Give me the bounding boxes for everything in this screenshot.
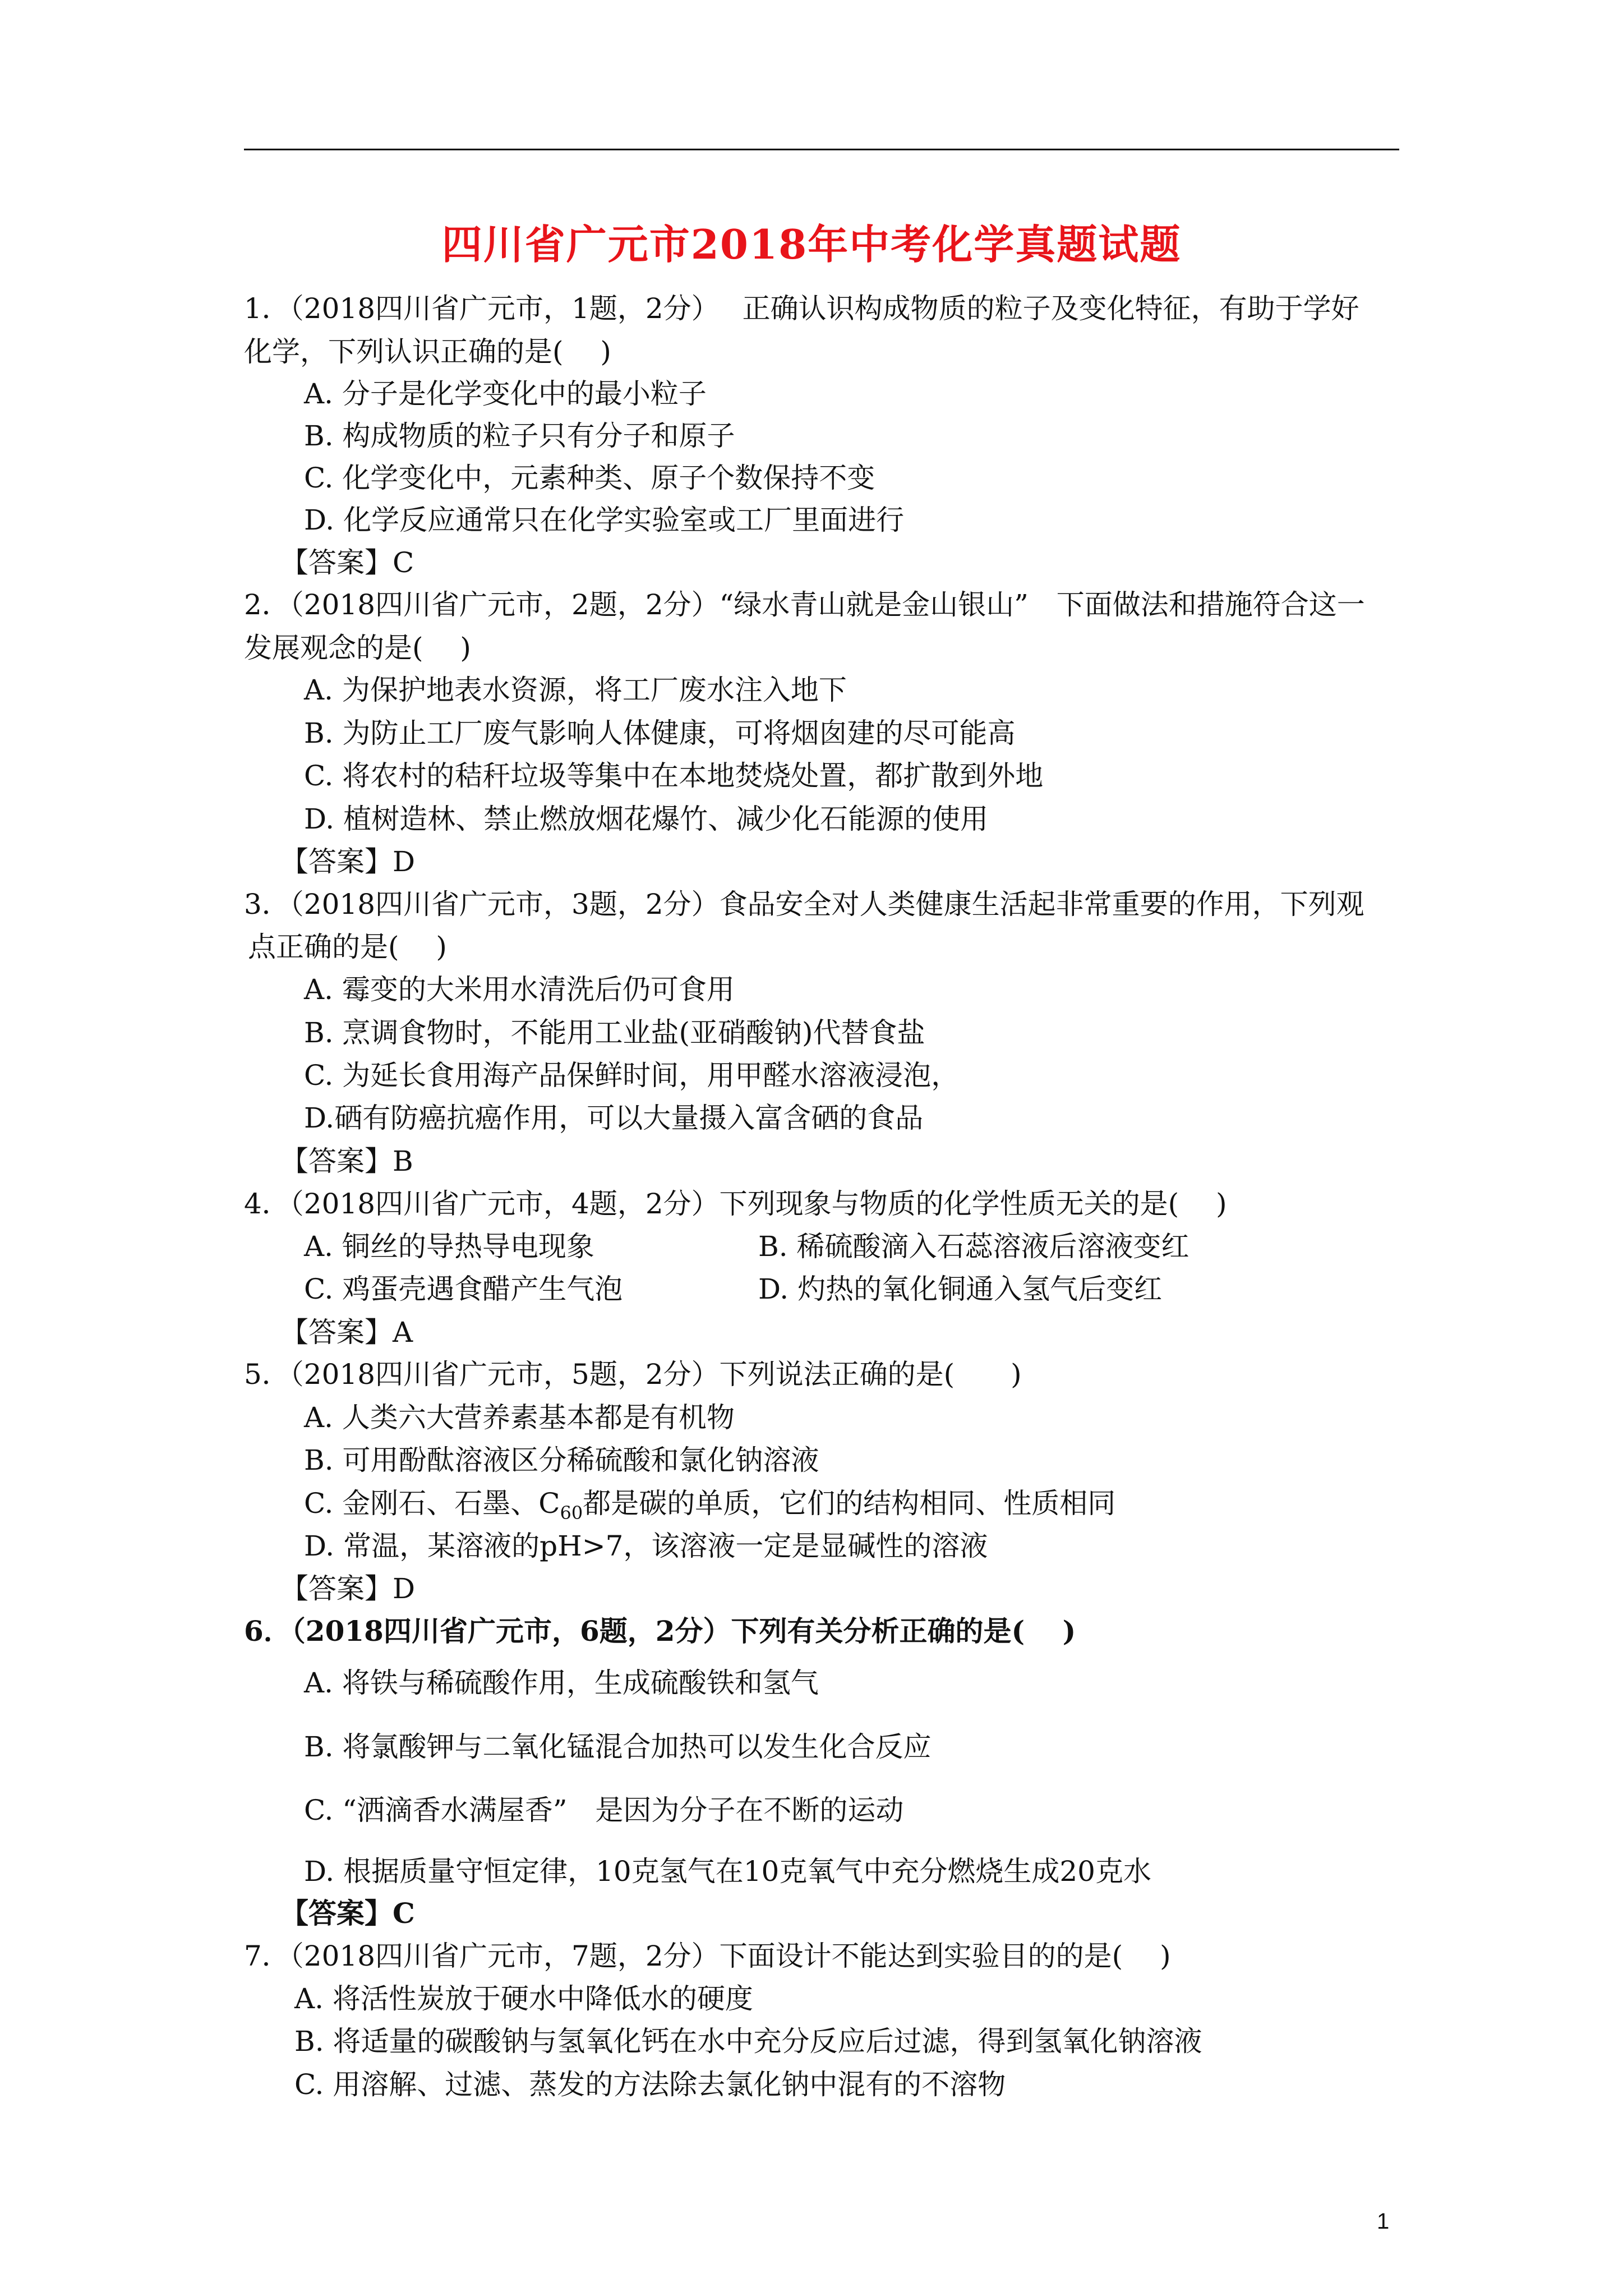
q5-option-c-text-end: 都是碳的单质，它们的结构相同、性质相同 [583, 1487, 1116, 1520]
q3-option-c: C. 为延长食用海产品保鲜时间，用甲醛水溶液浸泡， [304, 1059, 960, 1092]
q6-option-d: D. 根据质量守恒定律，10克氢气在10克氧气中充分燃烧生成20克水 [304, 1855, 1151, 1888]
q4-option-d: D. 灼热的氧化铜通入氢气后变红 [758, 1273, 1163, 1305]
q1-option-c: C. 化学变化中，元素种类、原子个数保持不变 [304, 462, 875, 494]
question-2-stem: 2．（2018四川省广元市，2题，2分）“绿水青山就是金山银山” 下面做法和措施符合这一 [244, 588, 1365, 621]
q4-option-a: A. 铜丝的导热导电现象 [304, 1230, 594, 1263]
q5-option-c-subscript: 60 [560, 1502, 583, 1524]
q7-option-c: C. 用溶解、过滤、蒸发的方法除去氯化钠中混有的不溶物 [294, 2068, 1006, 2101]
q4-answer: 【答案】A [280, 1316, 413, 1349]
q5-answer: 【答案】D [280, 1572, 416, 1605]
q1-option-b: B. 构成物质的粒子只有分子和原子 [304, 420, 735, 452]
page-number: 1 [1377, 2209, 1390, 2234]
question-1-stem: 1．（2018四川省广元市，1题，2分） 正确认识构成物质的粒子及变化特征，有助于学好 [244, 292, 1359, 325]
header-rule [244, 149, 1399, 150]
q3-answer: 【答案】B [280, 1145, 413, 1177]
q2-option-a: A. 为保护地表水资源，将工厂废水注入地下 [304, 674, 847, 706]
q1-option-d: D. 化学反应通常只在化学实验室或工厂里面进行 [304, 504, 905, 536]
q5-option-b: B. 可用酚酞溶液区分稀硫酸和氯化钠溶液 [304, 1444, 819, 1476]
question-2-stem-cont: 发展观念的是( ) [244, 632, 471, 664]
q6-option-b: B. 将氯酸钾与二氧化锰混合加热可以发生化合反应 [304, 1731, 932, 1763]
q3-option-b: B. 烹调食物时，不能用工业盐(亚硝酸钠)代替食盐 [304, 1016, 925, 1049]
question-1-stem-cont: 化学，下列认识正确的是( ) [244, 335, 611, 368]
question-3-stem-cont: 点正确的是( ) [248, 931, 447, 963]
question-5-stem: 5．（2018四川省广元市，5题，2分）下列说法正确的是( ) [244, 1358, 1022, 1391]
q5-option-c [304, 1487, 1115, 1530]
question-7-stem: 7．（2018四川省广元市，7题，2分）下面设计不能达到实验目的的是( ) [244, 1940, 1171, 1972]
q7-option-a: A. 将活性炭放于硬水中降低水的硬度 [294, 1982, 753, 2015]
q1-answer: 【答案】C [280, 546, 414, 579]
q1-option-a: A. 分子是化学变化中的最小粒子 [304, 378, 707, 410]
q4-option-b: B. 稀硫酸滴入石蕊溶液后溶液变红 [758, 1230, 1189, 1263]
q6-answer: 【答案】C [280, 1897, 415, 1930]
q2-answer: 【答案】D [280, 845, 416, 878]
question-6-stem: 6．（2018四川省广元市，6题，2分）下列有关分析正确的是( ) [244, 1614, 1076, 1648]
q3-option-d: D.硒有防癌抗癌作用，可以大量摄入富含硒的食品 [304, 1102, 924, 1134]
q2-option-b: B. 为防止工厂废气影响人体健康，可将烟囱建的尽可能高 [304, 717, 1016, 749]
q6-option-a: A. 将铁与稀硫酸作用，生成硫酸铁和氢气 [304, 1667, 819, 1699]
q6-option-c: C. “洒滴香水满屋香” 是因为分子在不断的运动 [304, 1794, 904, 1826]
q3-option-a: A. 霉变的大米用水清洗后仍可食用 [304, 973, 735, 1006]
question-3-stem: 3．（2018四川省广元市，3题，2分）食品安全对人类健康生活起非常重要的作用，下列观 [244, 888, 1364, 921]
question-4-stem: 4．（2018四川省广元市，4题，2分）下列现象与物质的化学性质无关的是( ) [244, 1188, 1227, 1220]
q7-option-b: B. 将适量的碳酸钠与氢氧化钙在水中充分反应后过滤，得到氢氧化钠溶液 [294, 2025, 1202, 2058]
q5-option-c-text-start: C. 金刚石、石墨、C [304, 1487, 560, 1520]
page-title: 四川省广元市2018年中考化学真题试题 [441, 220, 1182, 268]
q5-option-a: A. 人类六大营养素基本都是有机物 [304, 1401, 735, 1434]
q4-option-c: C. 鸡蛋壳遇食醋产生气泡 [304, 1273, 623, 1305]
q5-option-d: D. 常温，某溶液的pH>7，该溶液一定是显碱性的溶液 [304, 1530, 988, 1562]
q2-option-c: C. 将农村的秸秆垃圾等集中在本地焚烧处置，都扩散到外地 [304, 760, 1044, 792]
q2-option-d: D. 植树造林、禁止燃放烟花爆竹、减少化石能源的使用 [304, 803, 989, 835]
